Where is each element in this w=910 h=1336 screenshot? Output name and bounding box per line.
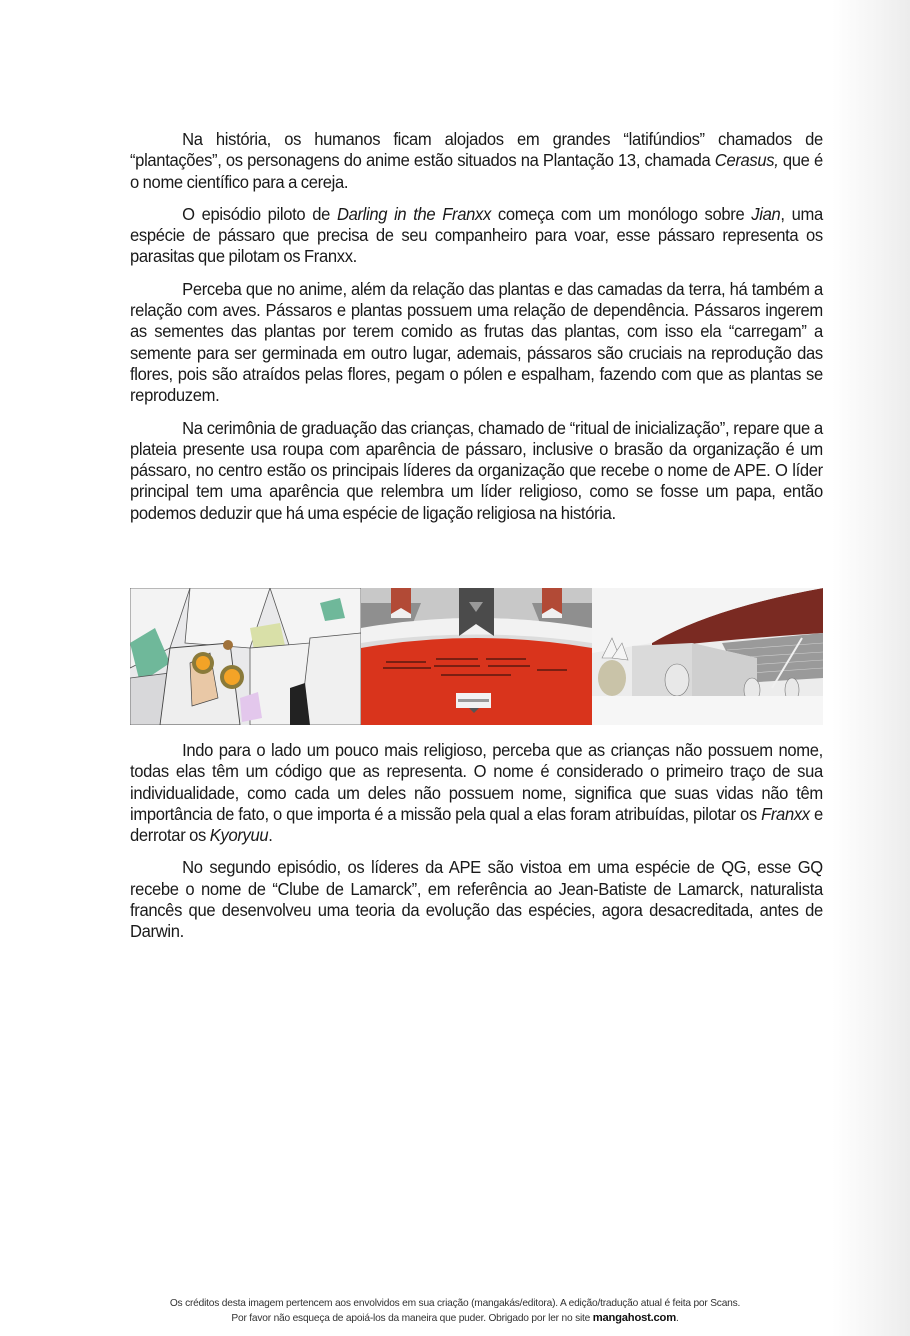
credits-footer — [0, 1297, 910, 1326]
figure-panel-stage — [592, 588, 823, 725]
banner-illustration — [361, 588, 592, 725]
paragraph-text: e derrotar os — [130, 803, 823, 846]
paragraph-text: Perceba que no anime, além da relação das plantas e das camadas da terra, há também a relação com aves. Pássaros e plantas possuem uma relação de dependência. Pássaros ingerem as sementes das plantas por terem comido as frutas das plantas, com isso ela “carregam” a semente para ser germinada em outro lugar, ademais, pássaros são cruciais na reprodução das flores, pois são atraídos pelas flores, pegam o pólen e espalham, fazendo com que as plantas se reproduzem. — [130, 278, 823, 406]
support-text: Por favor não esqueça de apoiá-los da maneira que puder. Obrigado por ler no site — [231, 1313, 593, 1324]
site-link[interactable]: mangahost.com — [592, 1312, 676, 1324]
audience-illustration — [130, 588, 361, 725]
stage-illustration — [592, 588, 823, 725]
paragraph-text: que é o nome científico para a cereja. — [130, 150, 823, 192]
credits-line: Os créditos desta imagem pertencem aos envolvidos em sua criação (mangakás/editora). A edição/tradução atual é feita por Scans. — [169, 1298, 741, 1309]
paragraph-text: começa com um monólogo sobre — [490, 203, 752, 224]
paragraph-text: O episódio piloto de — [182, 203, 337, 224]
italic-term: Cerasus, — [714, 150, 779, 171]
italic-term: Franxx — [761, 803, 810, 824]
paragraph-text: . — [268, 825, 273, 846]
figure-panel-audience — [130, 588, 361, 725]
italic-term: Kyoryuu — [209, 825, 269, 846]
article-top — [130, 129, 823, 535]
support-line — [0, 1311, 910, 1326]
article-bottom — [130, 740, 823, 954]
italic-term: Jian — [751, 203, 781, 224]
figure-panel-banner — [361, 588, 592, 725]
support-suffix: . — [675, 1313, 679, 1324]
paragraph — [130, 279, 823, 407]
paragraph-text: Na cerimônia de graduação das crianças, chamado de “ritual de inicialização”, repare que a plateia presente usa roupa com aparência de pássaro, inclusive o brasão da organização é um pássaro, no centro estão os principais líderes da organização que recebe o nome de APE. O líder principal tem uma aparência que relembra um líder religioso, como se fosse um papa, então podemos deduzir que há uma espécie de ligação religiosa na história. — [130, 417, 823, 523]
paragraph-text: , uma espécie de pássaro que precisa de seu companheiro para voar, esse pássaro representa os parasitas que pilotam os Franxx. — [130, 203, 823, 267]
paragraph — [130, 418, 823, 524]
paragraph-text: Na história, os humanos ficam alojados em grandes “latifúndios” chamados de “plantações”, os personagens do anime estão situados na Plantação 13, chamada — [130, 129, 823, 171]
paragraph-text: Indo para o lado um pouco mais religioso, perceba que as crianças não possuem nome, todas elas têm um código que as representa. O nome é considerado o primeiro traço de sua individualidade, como cada um deles não possuem nome, significa que suas vidas não têm importância de fato, o que importa é a missão pela qual a elas foram atribuídas, pilotar os — [130, 740, 823, 824]
paragraph-text: No segundo episódio, os líderes da APE são vistoa em uma espécie de QG, esse GQ recebe o nome de “Clube de Lamarck”, em referência ao Jean-Batiste de Lamarck, naturalista francês que desenvolveu uma teoria da evolução das espécies, agora desacreditada, antes de Darwin. — [130, 857, 823, 942]
paragraph — [130, 740, 823, 846]
paragraph — [130, 857, 823, 942]
page-edge-shadow — [832, 0, 910, 1336]
paragraph — [130, 204, 823, 268]
screenshot-strip — [130, 588, 823, 725]
paragraph — [130, 129, 823, 193]
italic-term: Darling in the Franxx — [336, 203, 491, 224]
